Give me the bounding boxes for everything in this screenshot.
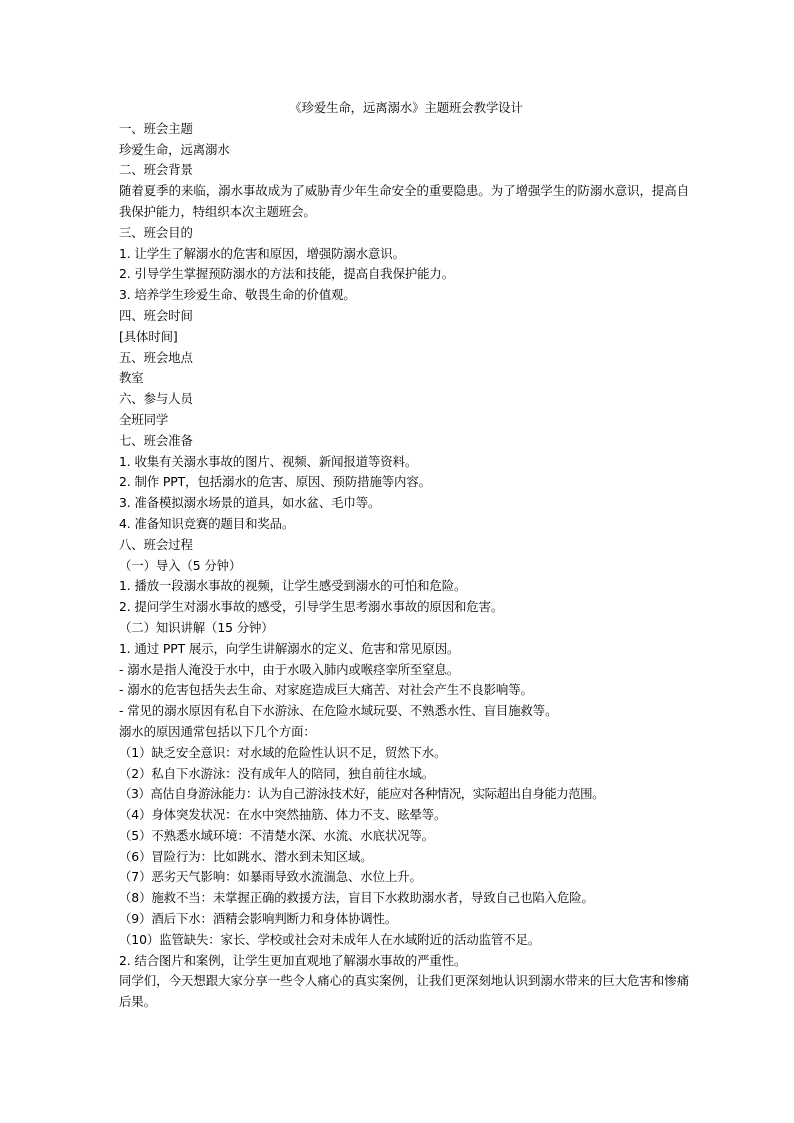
list-item: 1. 通过 PPT 展示，向学生讲解溺水的定义、危害和常见原因。 [119,640,460,656]
list-item: 3. 培养学生珍爱生命、敬畏生命的价值观。 [119,287,356,303]
cause-item: （2）私自下水游泳：没有成年人的陪同，独自前往水域。 [119,765,435,781]
text-line: 珍爱生命，远离溺水 [119,141,230,157]
list-item: 2. 制作 PPT，包括溺水的危害、原因、预防措施等内容。 [119,474,431,490]
list-item: 4. 准备知识竞赛的题目和奖品。 [119,515,295,531]
cause-item: （3）高估自身游泳能力：认为自己游泳技术好，能应对各种情况，实际超出自身能力范围。 [119,786,605,802]
bullet-item: - 常见的溺水原因有私自下水游泳、在危险水域玩耍、不熟悉水性、盲目施救等。 [119,703,558,719]
text-line: [具体时间] [119,328,178,344]
cause-item: （8）施救不当：未掌握正确的救援方法，盲目下水救助溺水者，导致自己也陷入危险。 [119,890,594,906]
cause-item: （6）冒险行为：比如跳水、潜水到未知区域。 [119,848,373,864]
section-heading: 一、班会主题 [119,120,193,136]
subsection-heading: （一）导入（5 分钟） [119,557,242,573]
text-line: 教室 [119,370,144,386]
cause-item: （4）身体突发状况：在水中突然抽筋、体力不支、眩晕等。 [119,807,447,823]
cause-item: （10）监管缺失：家长、学校或社会对未成年人在水域附近的活动监管不足。 [119,931,541,947]
section-heading: 五、班会地点 [119,349,193,365]
subsection-heading: （二）知识讲解（15 分钟） [119,619,274,635]
list-item: 1. 收集有关溺水事故的图片、视频、新闻报道等资料。 [119,453,418,469]
text-line: 全班同学 [119,411,169,427]
document-body [119,98,689,1013]
cause-item: （5）不熟悉水域环境：不清楚水深、水流、水底状况等。 [119,827,435,843]
list-item: 2. 提问学生对溺水事故的感受，引导学生思考溺水事故的原因和危害。 [119,599,504,615]
section-heading: 六、参与人员 [119,391,193,407]
bullet-item: - 溺水是指人淹没于水中，由于水吸入肺内或喉痉挛所至窒息。 [119,661,460,677]
document-title: 《珍爱生命，远离溺水》主题班会教学设计 [289,100,523,115]
section-heading: 八、班会过程 [119,536,193,552]
section-heading: 二、班会背景 [119,162,193,178]
cause-item: （1）缺乏安全意识：对水域的危险性认识不足，贸然下水。 [119,744,447,760]
list-item: 3. 准备模拟溺水场景的道具，如水盆、毛巾等。 [119,495,381,511]
cause-item: （9）酒后下水：酒精会影响判断力和身体协调性。 [119,911,398,927]
list-item: 1. 播放一段溺水事故的视频，让学生感受到溺水的可怕和危险。 [119,578,467,594]
section-heading: 四、班会时间 [119,307,193,323]
paragraph: 随着夏季的来临，溺水事故成为了威胁青少年生命安全的重要隐患。为了增强学生的防溺水意识，提高自我保护能力，特组织本次主题班会。 [119,183,689,219]
list-item: 2. 引导学生掌握预防溺水的方法和技能，提高自我保护能力。 [119,266,455,282]
paragraph: 同学们，今天想跟大家分享一些令人痛心的真实案例，让我们更深刻地认识到溺水带来的巨大危害和惨痛后果。 [119,973,689,1010]
text-line: 溺水的原因通常包括以下几个方面： [119,723,316,739]
cause-item: （7）恶劣天气影响：如暴雨导致水流湍急、水位上升。 [119,869,422,885]
list-item: 2. 结合图片和案例，让学生更加直观地了解溺水事故的严重性。 [119,952,467,968]
bullet-item: - 溺水的危害包括失去生命、对家庭造成巨大痛苦、对社会产生不良影响等。 [119,682,533,698]
section-heading: 三、班会目的 [119,224,193,240]
section-heading: 七、班会准备 [119,432,193,448]
list-item: 1. 让学生了解溺水的危害和原因，增强防溺水意识。 [119,245,405,261]
